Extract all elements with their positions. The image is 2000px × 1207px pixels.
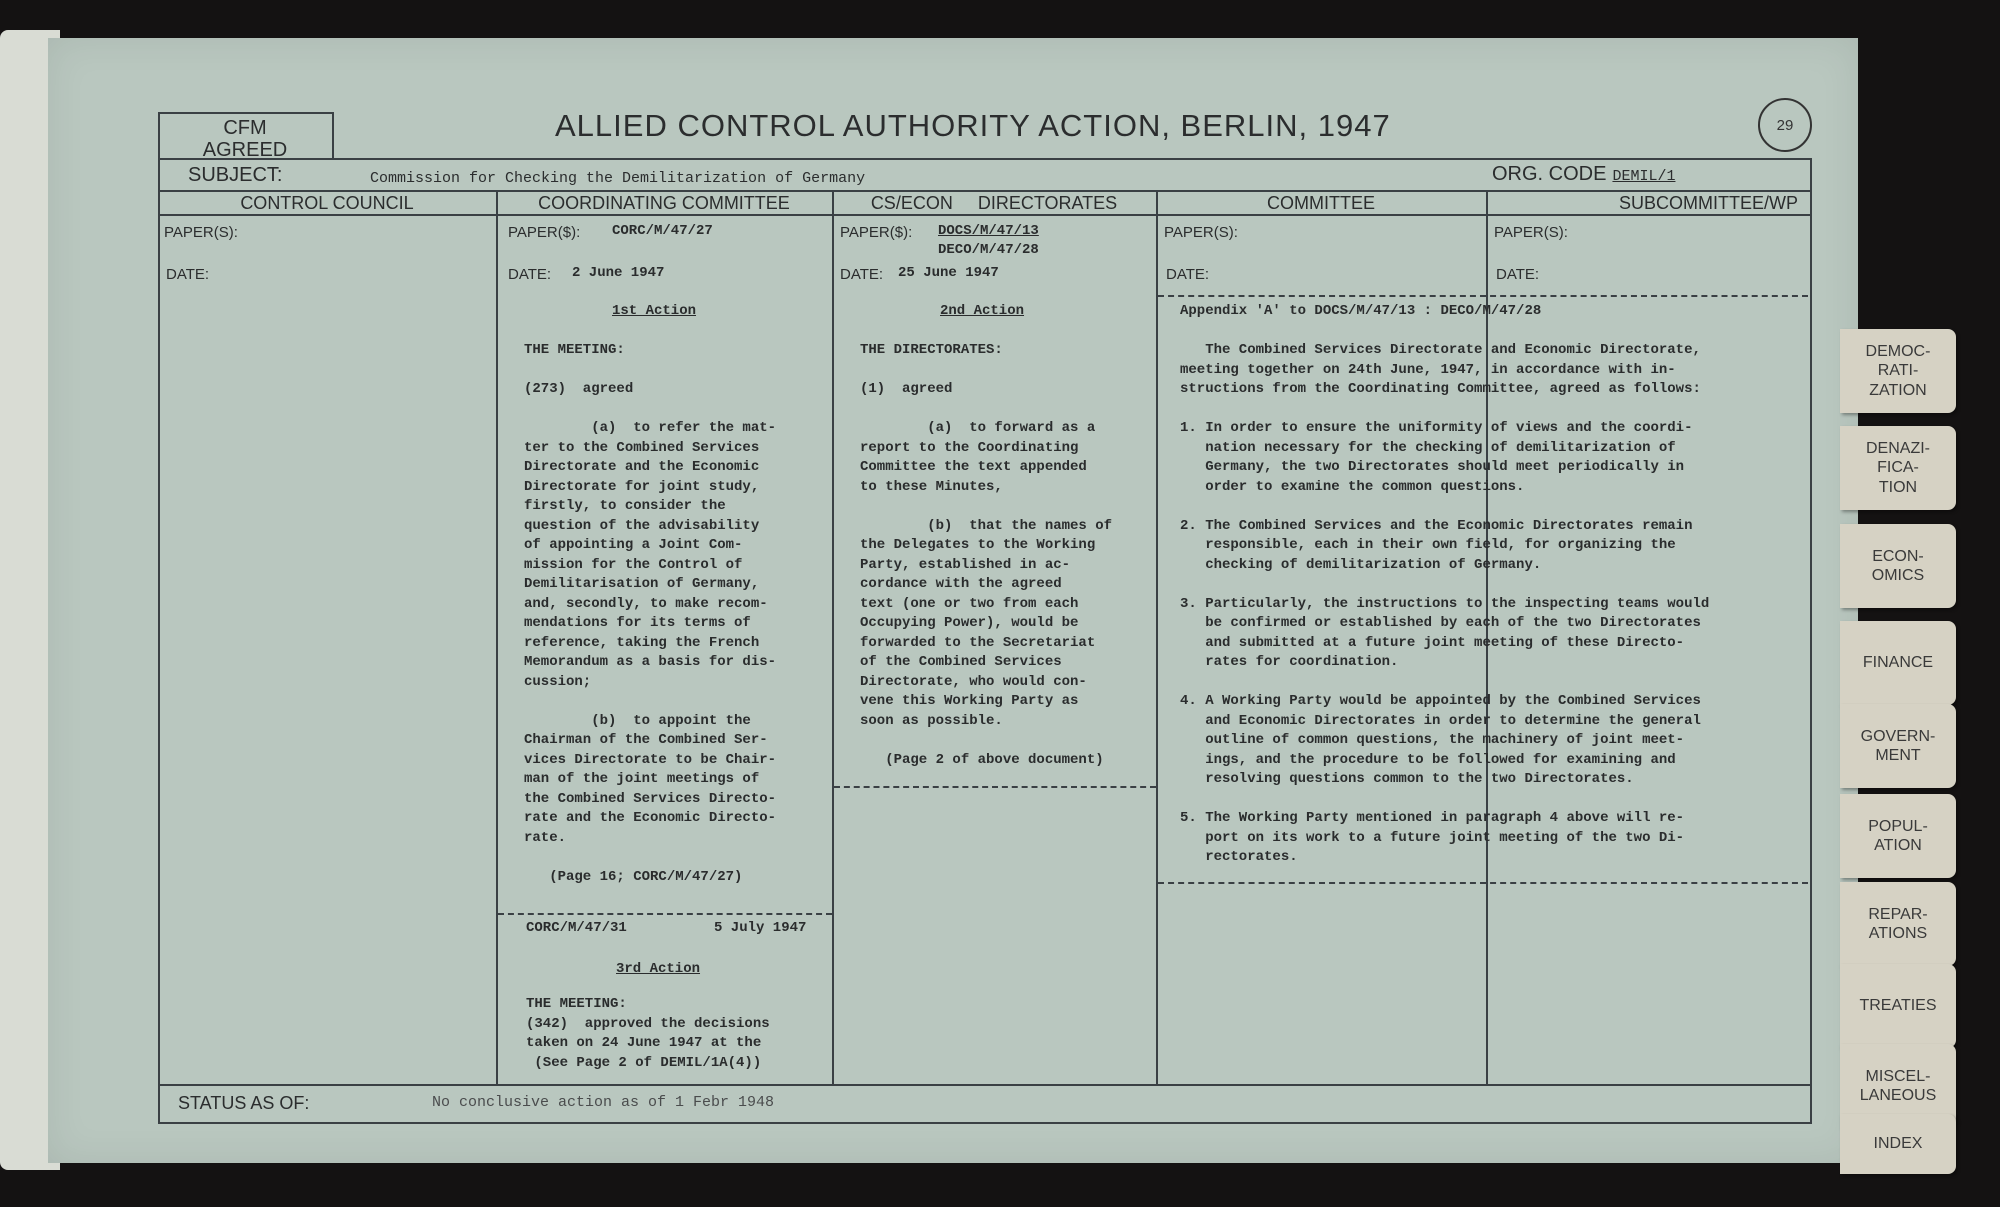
col-header-control-council: CONTROL COUNCIL [240, 193, 414, 213]
paper-label: PAPER(S): [1164, 224, 1238, 241]
date-label: DATE: [508, 266, 552, 283]
directorates-text: THE DIRECTORATES: (1) agreed (a) to forward as a report to the Coordinating Committee the text appended to these Minutes, (b) that the names of the Delegates to the Working Party, established in ac- cordance with the agreed text (one or two from each Occupying Power), would be forwarded to the Secretariat of the Combined Services Directorate, who would con- vene this Working Party as soon as possible. (Page 2 of above document) [860, 342, 1113, 768]
date-label: DATE: [1166, 266, 1210, 283]
org-code: ORG. CODE DEMIL/1 [1492, 163, 1676, 185]
paper-label: PAPER($): [840, 224, 913, 241]
appendix-bottom-divider [1158, 882, 1808, 884]
action-title: 2nd Action [940, 303, 1025, 319]
appendix-text: Appendix 'A' to DOCS/M/47/13 : DECO/M/47/28 The Combined Services Directorate and Economic Directorate, meeting together on 24th June, 1947, in accordance with in- structions from the Coordinating Committee, agreed as follows: 1. In order to ensure the uniformity of views and the coordi- nation necessary for the checking of demilitarization of Germany, the two Directorates should meet periodically in order to examine the common questions. 2. The Combined Services and the Economic Directorates remain responsible, each in their own field, for organizing the checking of demilitarization of Germany. 3. Particularly, the instructions to the inspecting teams would be confirmed or established by each of the two Directorates and submitted at a future joint meeting of these Directo- rates for coordination. 4. A Working Party would be appointed by the Combined Services and Economic Directorates in order to determine the general outline of common questions, the machinery of joint meet- ings, and the procedure to be followed for examining and resolving questions common to the two Directorates. 5. The Working Party mentioned in paragraph 4 above will re- port on its work to a future joint meeting of the two Di- rectorates. [1180, 303, 1710, 865]
tab-finance[interactable]: FINANCE [1840, 621, 1956, 705]
status-rule [158, 1084, 1810, 1086]
tab-government[interactable]: GOVERN- MENT [1840, 704, 1956, 788]
index-tabs [1840, 64, 1960, 1153]
subject-text: Commission for Checking the Demilitarization of Germany [370, 170, 866, 187]
paper-label: PAPER($): [508, 224, 581, 241]
paper-value: DOCS/M/47/13 [938, 223, 1039, 239]
header-rule [158, 190, 1810, 192]
status-value: No conclusive action as of 1 Febr 1948 [432, 1094, 775, 1111]
column-header-rule [158, 214, 1810, 216]
page-title: ALLIED CONTROL AUTHORITY ACTION, BERLIN, 1947 [555, 108, 1391, 143]
action-title: 3rd Action [616, 961, 701, 977]
tab-economics[interactable]: ECON- OMICS [1840, 524, 1956, 608]
date-label: DATE: [166, 266, 210, 283]
action-title: 1st Action [612, 303, 697, 319]
paper-label: PAPER(S): [164, 224, 238, 241]
col-divider [832, 190, 834, 1084]
second-date: 5 July 1947 [714, 920, 807, 936]
paper-value-2: DECO/M/47/28 [938, 242, 1039, 258]
tab-population[interactable]: POPUL- ATION [1840, 794, 1956, 878]
date-label: DATE: [840, 266, 884, 283]
cfm-label: CFM AGREED [202, 117, 288, 161]
paper-label: PAPER(S): [1494, 224, 1568, 241]
date-value: 2 June 1947 [572, 265, 665, 281]
date-label: DATE: [1496, 266, 1540, 283]
tab-reparations[interactable]: REPAR- ATIONS [1840, 882, 1956, 966]
section-divider [834, 786, 1156, 788]
tab-treaties[interactable]: TREATIES [1840, 964, 1956, 1048]
subject-label: SUBJECT: [188, 164, 283, 186]
paper-value: CORC/M/47/27 [612, 223, 713, 239]
col-header-subcommittee: SUBCOMMITTEE/WP [1619, 193, 1798, 213]
coordinating-text: THE MEETING: (273) agreed (a) to refer the mat- ter to the Combined Services Directorate and the Economic Directorate for joint study, firstly, to consider the question of the advisability of appointing a Joint Com- mission for the Control of Demilitarisation of Germany, and, secondly, to make recom- mendations for its terms of reference, taking the French Memorandum as a basis for dis- cussion; (b) to appoint the Chairman of the Combined Ser- vices Directorate to be Chair- man of the joint meetings of the Combined Services Directo- rate and the Economic Directo- rate. (Page 16; CORC/M/47/27) [524, 342, 777, 885]
page-number: 29 [1758, 98, 1812, 152]
appendix-top-divider [1158, 295, 1808, 297]
section-divider [498, 913, 832, 915]
date-value: 25 June 1947 [898, 265, 999, 281]
second-ref: CORC/M/47/31 [526, 920, 627, 936]
col-divider [1156, 190, 1158, 1084]
col-header-coordinating-committee: COORDINATING COMMITTEE [538, 193, 790, 213]
tab-miscellaneous[interactable]: MISCEL- LANEOUS [1840, 1044, 1956, 1128]
col-header-committee: COMMITTEE [1267, 193, 1375, 213]
tab-democratization[interactable]: DEMOC- RATI- ZATION [1840, 329, 1956, 413]
col-divider [496, 190, 498, 1084]
status-label: STATUS AS OF: [178, 1093, 310, 1113]
col-header-directorates: CS/ECON DIRECTORATES [870, 193, 1118, 213]
coordinating-text-2: THE MEETING: (342) approved the decisions taken on 24 June 1947 at the (See Page 2 of DEMIL/1A(4)) [526, 996, 770, 1071]
tab-denazification[interactable]: DENAZI- FICA- TION [1840, 426, 1956, 510]
org-code-value: DEMIL/1 [1612, 168, 1676, 185]
tab-index[interactable]: INDEX [1840, 1114, 1956, 1174]
